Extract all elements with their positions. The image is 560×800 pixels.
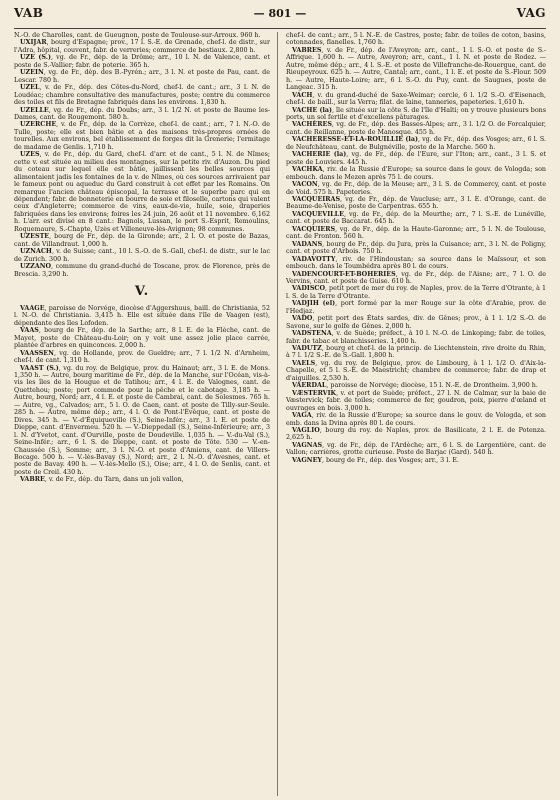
entry-text: , vg. de Fr., dép. de la Haute-Garonne; arr., 5 l. N. de Toulouse, cant. de Fronton. 560 h. [286,225,546,241]
dictionary-page [14,6,546,796]
two-column-body [14,32,546,796]
dictionary-entry [286,211,546,226]
entry-headword: VAAGE [20,304,45,312]
entry-headword: VAERDAL [292,382,327,390]
entry-headword: VAGLIO [292,427,320,435]
header-left-guideword: VAB [14,6,44,20]
left-entries-u [14,32,270,278]
entry-text: , île située sur la côte S. de l'île d'Haïti; on y trouve plusieurs bons ports, un sol fertile et d'excellens pâturages. [286,106,546,121]
entry-text: , vg. du roy. de Belgique, prov. de Limbourg, à 1 l. 1/2 O. d'Aix-la-Chapelle, et 5 l. S.-E. de Maestricht; chambre de commerce; fabr. de drap et d'aiguilles. 2,530 h. [286,359,546,382]
entry-text: , vg. de Fr., dép. de l'Aisne; arr., 7 l. O. de Vervins, cant. et poste de Guise. 610 h. [286,270,546,285]
entry-text: , bourg d'Espagne; prov., 17 l. S.-E. de Grenade, chef-l. de distr., sur l'Adra, hôpital, couvent, fabr. de verreries; commerce de bestiaux. 2,800 h. [14,39,270,54]
entry-text: , bourg du roy. de Naples, prov. de Basilicate, 2 l. E. de Potenza. 2,625 h. [286,427,546,442]
entry-headword: VABRE [20,476,45,484]
dictionary-entry [14,233,270,248]
entry-text: , vg. de Fr., dép. de la Meurthe; arr., 7 l. S.-E. de Lunéville, cant. et poste de Baccarat. 645 h. [286,210,546,226]
entry-headword: UZERCHE [20,121,57,129]
dictionary-entry [14,476,270,483]
entry-text: , v. de Fr., dép. du Gard, chef-l. d'arr. et de cant., 5 l. N. de Nîmes; cette v. est située au milieu des montagnes, sur la petite riv. d'Auzon. Du pied du coteau sur lequel elle est bâtie, jaillissent les belles sources qui alimentaient jadis les fontaines de la v. de Nîmes, où ces sources arrivaient par le fameux pont ou aqueduc du Gard construit à cet effet par les Romains. On remarque l'ancien château épiscopal, la terrasse et le superbe parc qui en dépendent; fabr. de bonneterie en bourre de soie et filoselle, cartons qui valent ceux d'Angleterre; commerce de vins, eaux-de-vie, huile, soie, draperies fabriquées dans les environs; foires les 24 juin, 26 août et 11 novembre. 6,162 h. L'arr. est divisé en 8 cant.: Bagnols, Lussan, le port S.-Esprit, Remoulins, Roquemaure, S.-Chapte, Uzès et Villeneuve-lès-Avignon; 98 communes. [14,151,270,233]
entry-text: , vg. de Fr., dép. de la Drôme; arr., 10 l. N. de Valence, cant. et poste de S.-Vallier; fabr. de poterie. 365 h. [14,54,270,69]
dictionary-entry [286,300,546,315]
dictionary-entry [14,305,270,327]
dictionary-entry [286,360,546,382]
dictionary-entry [14,121,270,151]
entry-text: , vg. de Fr., dép. des Basses-Alpes; arr., 3 l. 1/2 O. de Forcalquier, cant. de Reillanne, poste de Manosque. 455 h. [286,121,546,136]
dictionary-entry [286,107,546,122]
entry-headword: VADISCO [292,285,325,293]
dictionary-entry [286,345,546,360]
dictionary-entry [286,151,546,166]
entry-text: , bourg de Fr., dép. de la Gironde; arr., 2 l. O. et poste de Bazas, cant. de Villandraut. 1,000 h. [14,233,270,248]
dictionary-entry [286,121,546,136]
dictionary-entry [286,390,546,412]
entry-text: , vg. de Fr., dép. de l'Ardèche; arr., 6 l. S. de Largentière, cant. de Vallon; carrières, grotte curieuse. Poste de Barjac (Gard). 540 h. [286,441,546,457]
entry-headword: VACON [292,181,318,189]
entry-text: , v. et port de Suède; préfect., 27 l. N. de Calmar, sur la baie de Væstervick; fabr. de toiles; commerce de fer, goudron, poix, pierre d'œland et ouvrages en bois. 3,000 h. [286,389,546,412]
entry-headword: VADSTENA [292,330,332,338]
entry-text: , vg. de Fr., dép. de la Meuse; arr., 3 l. S. de Commercy, cant. et poste de Void. 575 h. Papeteries. [286,181,546,196]
entry-headword: VAGA [292,412,312,420]
dictionary-entry [286,166,546,181]
entry-headword: VAAST (S.) [20,364,59,372]
entry-headword: VAELS [292,359,316,367]
entry-headword: UXIJAR [20,39,47,47]
dictionary-entry [286,315,546,330]
dictionary-entry [14,54,270,69]
entry-text: , v. de Fr., dép. de l'Aveyron; arr., cant., 1 l. S.-O. et poste de S.-Affrique. 1,600 h. — Autre, Aveyron; arr., cant., 1 l. N. et poste de Rodez. — Autre, même dép.; arr., 4 l. S.-E. et poste de Villefranche-de-Rouergue, cant. de Rieupeyroux. 625 h. — Autre, Cantal; arr., cant., 1 l. E. et poste de S.-Flour. 509 h. — Autre, Haute-Loire; arr., 6 l. S.-O. du Puy, cant. de Saugues, poste de Langeac. 315 h. [286,46,546,92]
entry-text: , bourg de Fr., dép. de la Sarthe; arr., 8 l. E. de la Flèche, cant. de Mayet, poste de Château-du-Loir; on y voit une assez jolie place carrée, plantée d'arbres en quinconces. 2,000 h. [14,327,270,350]
entry-headword: UZE (S.) [20,54,51,62]
entry-headword: UZNACH [20,248,52,256]
dictionary-entry [14,327,270,349]
dictionary-entry [14,107,270,122]
entry-text: , port formé par la mer Rouge sur la côte d'Arabie, prov. de l'Hedjaz. [286,300,546,315]
entry-headword: VACQUEVILLE [292,210,344,218]
dictionary-entry [286,330,546,345]
entry-text: N.-O. de Charolles, cant. de Gueugnon, poste de Toulouse-sur-Arroux. 960 h. [14,32,261,39]
dictionary-entry [286,241,546,256]
dictionary-entry [14,39,270,54]
header-right-guideword: VAG [516,6,546,20]
entry-headword: VABRES [292,46,322,54]
dictionary-entry [286,256,546,271]
dictionary-entry [286,226,546,241]
dictionary-entry [286,442,546,457]
page-number: — 801 — [253,7,307,20]
entry-headword: VACHKA [292,166,323,174]
entry-text: , vg. de Fr., dép. de l'Eure, sur l'Iton; arr., cant., 3 l. S. et poste de Louviers. 445 h. [286,151,546,166]
page-header [14,6,546,29]
dictionary-entry [14,365,270,477]
entry-text: , bourg de Fr., dép. des Vosges; arr., 3 l. E. [321,456,459,464]
entry-headword: VADJIH (el) [292,300,336,308]
entry-text: , riv. de la Russie d'Europe; sa source dans le gouv. de Vologda; son embouch. dans le Mezen après 75 l. de cours. [286,166,546,181]
entry-headword: VACHERESSE-ET-LA-ROUILLIE (la) [292,136,418,144]
entry-headword: VAAS [20,327,39,335]
entry-text: , v. du grand-duché de Saxe-Weimar; cercle, 6 l. 1/2 S.-O. d'Eisenach, chef-l. de baill., sur la Verra; filat. de laine, tanneries, papeteries. 1,610 h. [286,91,546,107]
entry-text: , vg. de Fr., dép. des B.-Pyrén.; arr., 3 l. N. et poste de Pau, cant. de Lescar. 780 h. [14,69,270,84]
entry-text: , bourg et chef-l. de la princip. de Liechtenstein, rive droite du Rhin, à 7 l. 1/2 S.-E. de S.-Gall. 1,800 h. [286,345,546,360]
entry-headword: UZESTE [20,233,50,241]
dictionary-entry [14,263,270,278]
dictionary-entry [286,285,546,300]
dictionary-entry [14,350,270,365]
dictionary-entry [286,196,546,211]
left-entries-v [14,305,270,484]
entry-headword: VADUTZ [292,345,322,353]
entry-text: , bourg de Fr., dép. du Jura, près la Cuisance; arr., 3 l. N. de Poligny, cant. et poste d'Arbois. 750 h. [286,240,546,256]
entry-headword: VAGNAS [292,441,323,449]
dictionary-entry [286,47,546,92]
entry-headword: UZELLE [20,106,49,114]
entry-headword: VADENCOURT-ET-BOHERIES [292,270,396,278]
entry-headword: VACHERIE (la) [292,151,347,159]
entry-headword: UZEL [20,84,40,92]
entry-text: , petit port de mer du roy. de Naples, prov. de la Terre d'Otrante, à 1 l. S. de la Terre d'Otrante. [286,285,546,300]
dictionary-entry [286,181,546,196]
entry-headword: UZZANO [20,263,52,271]
entry-headword: VACHÈRES [292,121,332,129]
entry-text: , v. de Suède; préfect., à 10 l. N.-O. de Linkoping; fabr. de toiles, fabr. de tabac et blanchisseries. 1,400 h. [286,330,546,345]
dictionary-entry [286,412,546,427]
entry-text: , vg. de Fr., dép. de Vaucluse; arr., 3 l. E. d'Orange, cant. de Beaume-de-Venise, poste de Carpentras. 655 h. [286,195,546,211]
entry-headword: VAGNEY [292,456,322,464]
dictionary-entry [14,84,270,106]
entry-headword: UZEIN [20,69,44,77]
dictionary-entry [286,271,546,286]
entry-text: , riv. de la Russie d'Europe; sa source dans le gouv. de Vologda, et son emb. dans la Dvina après 80 l. de cours. [286,412,546,427]
entry-text: , paroisse de Norvége, diocèse d'Aggershuus, baill. de Christiania, 52 l. N.-O. de Christiania. 3,415 h. Elle est située dans l'île de Vaagen (est), dépendante des îles Lofoden. [14,304,270,327]
entry-headword: VACHE (la) [292,106,332,114]
right-column [277,32,546,796]
dictionary-entry [286,382,546,389]
entry-headword: VACQUIERS [292,225,336,233]
entry-headword: VADAVOTTY [292,255,336,263]
dictionary-entry [286,427,546,442]
entry-text: , riv. de l'Hindoustan; sa source dans le Maïssour, et son embouch. dans le Toumbédra après 80 l. de cours. [286,255,546,271]
dictionary-entry [286,92,546,107]
right-entries [286,32,546,464]
entry-text: , vg. de Hollande, prov. de Gueldre; arr., 7 l. 1/2 N. d'Arnheim, chef-l. de cant. 1,310 h. [14,349,270,365]
dictionary-entry [286,32,546,47]
entry-text: chef-l. de cant.; arr., 5 l. N.-E. de Castres, poste; fabr. de toiles de coton, basins, cotonnades, flanelles. 1,760 h. [286,32,546,47]
left-column [14,32,270,796]
entry-headword: VACQUEIRAS [292,195,341,203]
entry-headword: UZES [20,151,40,159]
dictionary-entry [14,248,270,263]
entry-text: , vg. de Fr., dép. des Vosges; arr., 6 l. S. de Neufchâteau, cant. de Bulgnéville, poste de la Marche. 560 h. [286,136,546,151]
entry-text: , v. de Fr., dép. de la Corrèze, chef-l. de cant.; arr., 7 l. N.-O. de Tulle, poste; elle est bien bâtie et a des maisons très-propres ornées de tourelles. Aux environs, bel établissement de forges dit la Grenerie; l'ermitage de madame de Genlis. 1,710 h. [14,121,270,151]
dictionary-entry [286,136,546,151]
dictionary-entry [14,69,270,84]
entry-text: , commune du grand-duché de Toscane, prov. de Florence, près de Brescia. 3,290 h. [14,263,270,278]
entry-text: , v. de Fr., dép. du Tarn, dans un joli vallon, [44,476,184,484]
entry-text: , v. de Suisse; cant., 10 l. S.-O. de S.-Gall, chef-l. de distr., sur le lac de Zurich. 300 h. [14,248,270,263]
entry-headword: VADO [292,315,313,323]
entry-headword: VACH [292,91,313,99]
dictionary-entry [286,457,546,464]
dictionary-entry [14,151,270,233]
entry-headword: VAASSEN [20,349,54,357]
entry-text: , v. de Fr., dép. des Côtes-du-Nord, chef-l. de cant.; arr., 3 l. N. de Loudéac; chambre consultative des manufactures, poste; centre du commerce des toiles et fils de Bretagne fabriqués dans les environs. 1,830 h. [14,84,270,107]
entry-text: , petit port des États sardes, div. de Gênes; prov., à 1 l. 1/2 S.-O. de Savone, sur le golfe de Gênes. 2,000 h. [286,315,546,330]
entry-text: , vg. de Fr., dép. du Doubs; arr., 3 l. 1/2 N. et poste de Baume les-Dames, cant. de Rougemont. 580 h. [14,106,270,121]
section-letter-heading: V. [134,283,150,299]
entry-text: , vg. du roy. de Belgique, prov. du Hainaut; arr., 3 l. E. de Mons. 1,350 h. — Autre, bourg maritime de Fr., dép. de la Manche, sur l'Océan, vis-à-vis les îles de la Hougue et de Tatihou; arr., 4 l. E. de Valognes, cant. de Quettehou; poste; port commode pour la pêche et le cabotage. 3,185 h. — Autre, bourg, Nord; arr., 4 l. E. et poste de Cambrai, cant. de Solesmes. 765 h. — Autre, vg., Calvados; arr., 5 l. O. de Caen, cant. et poste de Tilly-sur-Seule. 285 h. — Autre, même dép.; arr., 4 l. O. de Pont-l'Évêque, cant. et poste de Dives. 345 h. — V.-d'Équiqueville (S.), Seine-Infér.; arr., 3 l. E. et poste de Dieppe, cant. d'Envermeu. 520 h. — V.-Dieppedall (S.), Seine-Inférieure; arr., 3 l. N. d'Yvetot, cant. d'Ourville, poste de Doudeville. 1,035 h. — V.-du-Val (S.), Seine-Infér.; arr., 6 l. S. de Dieppe, cant. et poste de Tôte. 530 — V.-en-Chaussée (S.), Somme; arr., 3 l. N.-O. et poste d'Amiens, cant. de Villers-Bocage. 500 h. — V.-lès-Bavay (S.), Nord; arr., 2 l. N.-O. d'Avesnes, cant. et poste de Bavay. 490 h. — V.-lès-Mello (S.), Oise; arr., 4 l. O. de Senlis, cant. et poste de Creil. 430 h. [14,364,270,476]
entry-headword: VADANS [292,240,323,248]
entry-headword: VÆSTERVIK [292,389,337,397]
entry-text: , paroisse de Norvége; diocèse, 15 l. N.-E. de Drontheim. 3,900 h. [326,382,538,390]
